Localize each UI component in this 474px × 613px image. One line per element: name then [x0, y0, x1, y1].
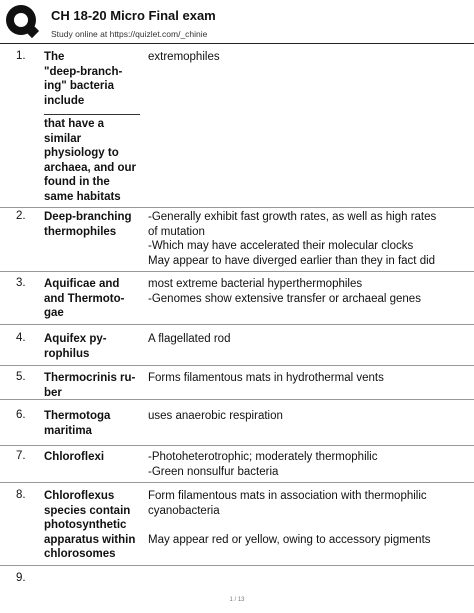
term-line: that have a: [44, 118, 105, 130]
term-line: and Thermoto-: [44, 292, 125, 305]
card-number: 5.: [16, 371, 26, 383]
definition-line: -Which may have accelerated their molecular clocks: [148, 240, 414, 252]
flashcard-row: [0, 210, 474, 272]
card-definition: [148, 371, 468, 386]
definition-line: -Generally exhibit fast growth rates, as well as high rates: [148, 211, 437, 223]
card-definition: [148, 210, 468, 268]
term-line: found in the: [44, 176, 110, 188]
definition-line: cyanobacteria: [148, 504, 220, 517]
quizlet-logo-icon: [6, 5, 36, 35]
definition-line: most extreme bacterial hyperthermophiles: [148, 278, 363, 290]
definition-line: A flagellated rod: [148, 333, 231, 345]
definition-line: [148, 518, 468, 533]
card-number: 6.: [16, 409, 26, 421]
card-term: [44, 210, 144, 239]
definition-line: Form filamentous mats in association with thermophilic: [148, 490, 427, 502]
card-definition: [148, 332, 468, 347]
card-number: 3.: [16, 277, 26, 289]
study-link[interactable]: Study online at https://quizlet.com/_chinie: [51, 29, 208, 39]
row-divider: [0, 365, 474, 366]
term-line: Thermocrinis ru-: [44, 372, 136, 384]
card-term: [44, 277, 144, 321]
card-number: 4.: [16, 332, 26, 344]
definition-line: -Genomes show extensive transfer or archaeal genes: [148, 292, 421, 305]
row-divider: [0, 445, 474, 446]
row-divider: [0, 207, 474, 208]
card-definition: [148, 409, 468, 424]
row-divider: [0, 565, 474, 566]
term-line: Chloroflexi: [44, 451, 105, 463]
header-divider: [0, 43, 474, 44]
term-line: apparatus within: [44, 533, 136, 546]
flashcard-row: [0, 489, 474, 566]
document-title: CH 18-20 Micro Final exam: [51, 8, 216, 23]
term-line: ing" bacteria: [44, 80, 114, 92]
term-line: same habitats: [44, 190, 121, 203]
term-line: ber: [44, 386, 62, 399]
definition-line: of mutation: [148, 225, 205, 238]
card-term: [44, 409, 144, 438]
card-definition: [148, 450, 468, 479]
card-number: 8.: [16, 489, 26, 501]
card-number: 1.: [16, 50, 26, 62]
definition-line: May appear red or yellow, owing to accessory pigments: [148, 533, 431, 546]
definition-line: uses anaerobic respiration: [148, 410, 283, 422]
row-divider: [0, 324, 474, 325]
card-term: [44, 332, 144, 361]
card-definition: [148, 50, 468, 65]
flashcard-row: [0, 409, 474, 446]
term-line: gae: [44, 307, 64, 319]
flashcard-row: [0, 572, 474, 592]
term-line: Aquifex py-: [44, 333, 107, 345]
definition-line: Forms filamentous mats in hydrothermal vents: [148, 372, 384, 384]
term-line: physiology to: [44, 147, 119, 159]
row-divider: [0, 482, 474, 483]
flashcard-row: [0, 332, 474, 366]
flashcard-row: [0, 50, 474, 208]
flashcard-row: [0, 277, 474, 325]
definition-line: extremophiles: [148, 51, 220, 63]
term-line: thermophiles: [44, 225, 117, 238]
term-line: The: [44, 51, 65, 63]
card-number: 7.: [16, 450, 26, 462]
fill-in-blank: [44, 114, 140, 115]
page-number: 1 / 13: [229, 597, 245, 603]
card-number: 9.: [16, 572, 26, 584]
term-line: rophilus: [44, 347, 90, 360]
term-line: "deep-branch-: [44, 65, 123, 78]
term-line: species contain: [44, 504, 131, 517]
term-line: Deep-branching: [44, 211, 132, 223]
term-line: Thermotoga: [44, 410, 111, 422]
page-header: [0, 0, 474, 44]
term-line: chlorosomes: [44, 548, 116, 560]
term-line: similar: [44, 132, 82, 145]
flashcard-row: [0, 371, 474, 400]
definition-line: -Green nonsulfur bacteria: [148, 465, 279, 478]
term-line: maritima: [44, 424, 92, 437]
flashcard-row: [0, 450, 474, 483]
term-line: photosynthetic: [44, 519, 127, 531]
card-term: [44, 489, 144, 562]
card-definition: [148, 277, 468, 306]
card-term: [44, 371, 144, 400]
term-line: Chloroflexus: [44, 490, 115, 502]
row-divider: [0, 399, 474, 400]
term-line: include: [44, 94, 85, 107]
term-line: archaea, and our: [44, 161, 137, 174]
card-number: 2.: [16, 210, 26, 222]
card-term: [44, 450, 144, 465]
row-divider: [0, 271, 474, 272]
term-line: Aquificae and: [44, 278, 120, 290]
card-term: [44, 50, 144, 204]
definition-line: -Photoheterotrophic; moderately thermophilic: [148, 451, 378, 463]
definition-line: May appear to have diverged earlier than they in fact did: [148, 254, 436, 267]
card-definition: [148, 489, 468, 547]
